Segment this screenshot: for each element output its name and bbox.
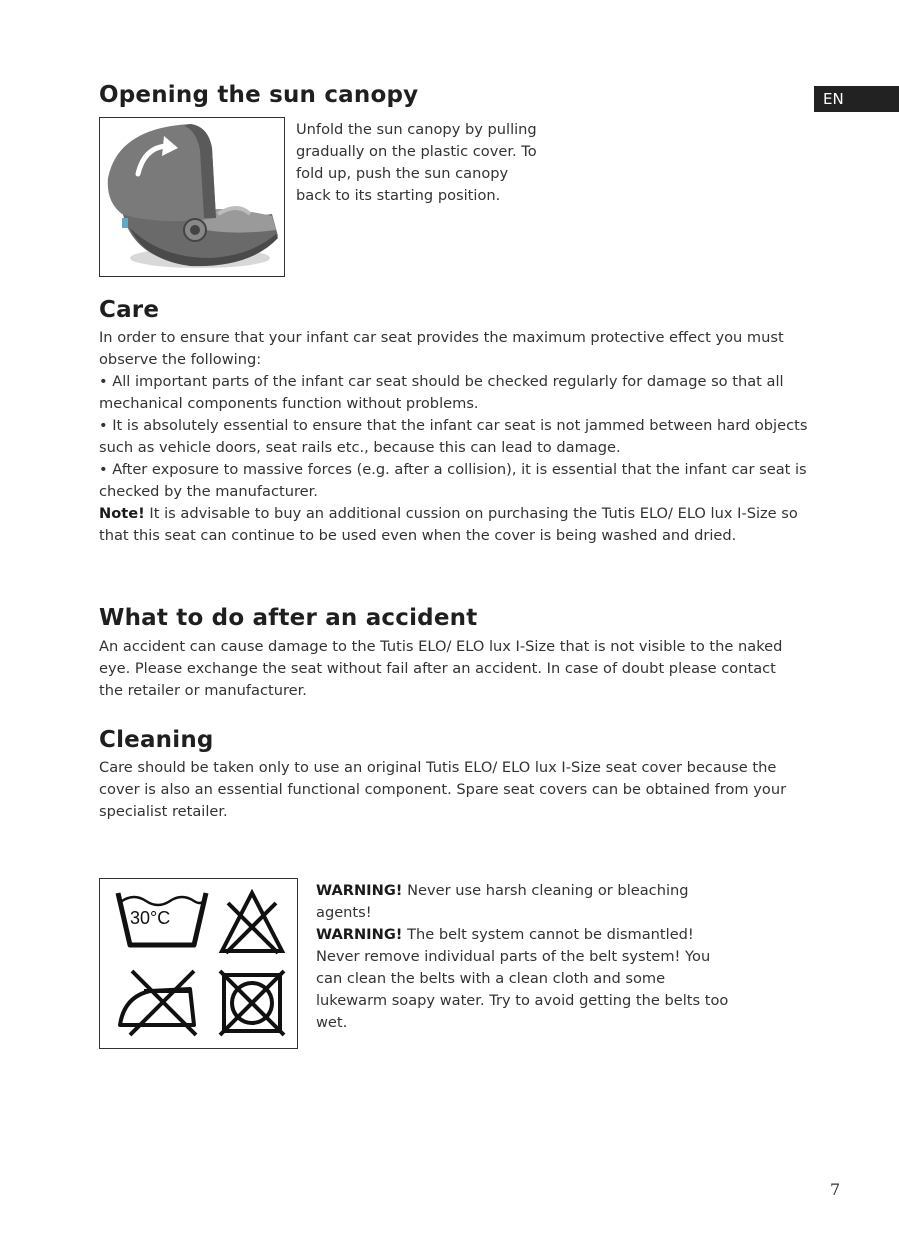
language-tab: EN [814, 86, 899, 112]
accident-text: An accident can cause damage to the Tutis ELO/ ELO lux I-Size that is not visible to the naked eye. Please exchange the seat without fail after an accident. In case of doubt please contact the retailer or manufacturer. [99, 638, 783, 699]
page-number: 7 [830, 1180, 841, 1199]
cleaning-heading: Cleaning [99, 727, 214, 753]
care-bullet-2: • It is absolutely essential to ensure that the infant car seat is not jammed between hard objects such as vehicle doors, seat rails etc., because this can lead to damage. [99, 417, 808, 456]
no-bleach-icon [218, 889, 286, 955]
canopy-text: Unfold the sun canopy by pulling gradually on the plastic cover. To fold up, push the sun canopy back to its starting position. [296, 121, 537, 204]
care-intro: In order to ensure that your infant car seat provides the maximum protective effect you must observe the following: [99, 329, 784, 368]
warning-2-text: The belt system cannot be dismantled! Never remove individual parts of the belt system! You can clean the belts with a clean cloth and some lukewarm soapy water. Try to avoid getting the belts too wet. [316, 926, 729, 1031]
note-text: It is advisable to buy an additional cussion on purchasing the Tutis ELO/ ELO lux I-Size so that this seat can continue to be used even when the cover is being washed and dried. [99, 505, 798, 544]
warning-2 [316, 924, 736, 1034]
wash-temp-label: 30°C [130, 908, 171, 928]
note-label: Note! [99, 505, 145, 522]
care-body [99, 327, 811, 547]
car-seat-canopy-illustration [99, 117, 285, 277]
car-seat-icon [100, 118, 284, 276]
no-tumble-dry-icon [218, 967, 286, 1037]
care-bullet-3: • After exposure to massive forces (e.g. after a collision), it is essential that the infant car seat is checked by the manufacturer. [99, 461, 807, 500]
care-symbols-box [99, 878, 298, 1049]
care-heading: Care [99, 297, 160, 323]
accident-heading: What to do after an accident [99, 605, 478, 631]
warning-1-text: Never use harsh cleaning or bleaching agents! [316, 882, 689, 921]
no-iron-icon [114, 967, 204, 1037]
canopy-heading: Opening the sun canopy [99, 82, 419, 108]
cleaning-warnings [316, 880, 736, 1034]
care-note [99, 503, 811, 547]
warning-1-label: WARNING! [316, 882, 403, 899]
care-bullet-1: • All important parts of the infant car seat should be checked regularly for damage so that all mechanical components function without problems. [99, 373, 784, 412]
warning-1 [316, 880, 736, 924]
cleaning-text: Care should be taken only to use an original Tutis ELO/ ELO lux I-Size seat cover because the cover is also an essential functional component. Spare seat covers can be obtained from your specialist retailer. [99, 759, 787, 820]
warning-2-label: WARNING! [316, 926, 403, 943]
